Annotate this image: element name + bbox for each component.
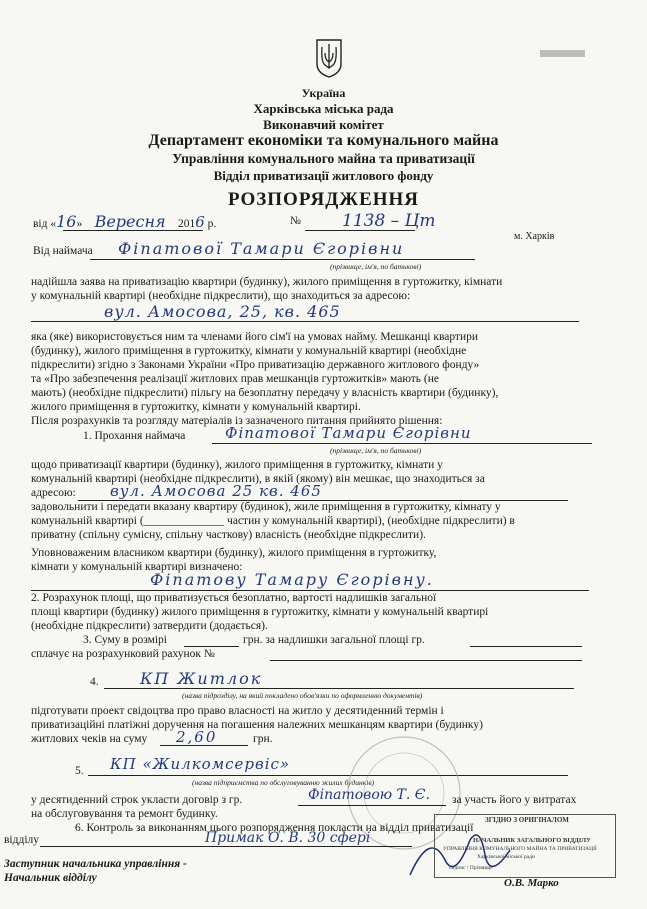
header-council: Харківська міська рада (253, 101, 394, 116)
para7-text-b: за участь його у витратах (452, 794, 577, 806)
para2-line-5: мають) (необхідне підкреслити) пільгу на безоплатну передачу у власність квартири (будинку), (31, 387, 499, 399)
item3-account-blank (270, 660, 582, 661)
item4-label: 4. (90, 676, 99, 688)
item6-underline (40, 846, 412, 847)
tenant-caption: (прізвище, ім'я, по батькові) (330, 262, 422, 271)
item1-name: Фіпатової Тамари Єгорівни (225, 424, 472, 442)
date-year-digit: 6 (195, 213, 205, 231)
para4-line-2: комунальній квартирі (______________ частин у комунальній квартирі), (необхідне підкреслити) в (31, 515, 515, 527)
item3-name-blank (470, 646, 582, 647)
item4-org: КП Житлок (140, 669, 263, 688)
date-day: 16 (56, 212, 77, 231)
header-committee: Виконавчий комітет (263, 117, 384, 132)
item3-sum-blank (184, 646, 239, 647)
para3-line-2: комунальній квартирі (необхідне підкреслити), в якій (якому) він мешкає, що знаходиться за (31, 473, 485, 485)
para4-line-1: задовольнити і передати вказану квартиру (будинок), жиле приміщення в гуртожитку, кімнату у (31, 501, 501, 513)
item3-text-a: 3. Суму в розмірі (83, 634, 167, 646)
address-underline (31, 321, 579, 322)
header-country: Україна (301, 86, 346, 100)
signer-line-2: Начальник відділу (4, 872, 97, 884)
owner-name: Фіпатову Тамару Єгорівну. (150, 570, 434, 589)
checks-underline (160, 745, 248, 746)
para4-line-4: Уповноваженим власником квартири (будинку), жилого приміщення в гуртожитку, (31, 547, 437, 559)
number-underline (305, 230, 415, 231)
checks-sum: 2,60 (176, 728, 218, 746)
date-year-prefix: 201 (177, 218, 196, 230)
item5-caption: (назва підприємства по обслуговуванню жилих будинків) (192, 778, 375, 787)
date-underline (63, 230, 203, 231)
stamp-line-5: Підпис / Прізвище (449, 865, 493, 871)
corner-mark (540, 50, 585, 57)
item4-caption: (назва підрозділу, на який покладено обов'язки по оформленню документів) (182, 691, 423, 700)
para4-line-5: кімнати у комунальній квартирі визначено: (31, 561, 243, 573)
number-label: № (290, 215, 301, 227)
address-handwritten: вул. Амосова, 25, кв. 465 (104, 302, 341, 321)
stamp-line-4: Харківської міської ради (477, 854, 535, 860)
owner-underline (31, 590, 589, 591)
date-prefix: від « (33, 218, 57, 230)
stamp-line-3: УПРАВЛІННЯ КОМУНАЛЬНОГО МАЙНА ТА ПРИВАТИЗАЦІЇ (443, 846, 597, 852)
date-sep: » (76, 218, 83, 230)
item1-caption: (прізвище, ім'я, по батькові) (330, 446, 422, 455)
stamp-line-2: НАЧАЛЬНИК ЗАГАЛЬНОГО ВІДДІЛУ (473, 837, 591, 844)
para2-line-6: жилого приміщення в гуртожитку, кімнати у комунальній квартирі. (31, 401, 361, 413)
header-division: Управління комунального майна та приватизації (172, 151, 475, 166)
item5-org: КП «Жилкомсервіс» (110, 755, 291, 773)
tenant-underline (90, 259, 475, 260)
from-tenant-label: Від наймача (33, 245, 93, 257)
certification-stamp (434, 814, 616, 878)
para3-line-1: щодо приватизації квартири (будинку), жилого приміщення в гуртожитку, кімнати у (31, 459, 443, 471)
para6-line-1: підготувати проект свідоцтва про право власності на житло у десятиденний термін і (31, 705, 444, 717)
city: м. Харків (514, 231, 555, 242)
signer-name: О.В. Марко (504, 877, 559, 889)
para6-line-2: приватизаційні платіжні доручення на погашення належних мешканцям квартири (будинку) (31, 719, 483, 731)
para2-line-7: Після розрахунків та розгляду матеріалів із зазначеного питання прийнято рішення: (31, 415, 443, 427)
trident-coat-of-arms-icon (314, 38, 344, 78)
checks-suffix: грн. (253, 733, 273, 745)
item4-underline (104, 688, 574, 689)
header-department: Департамент економіки та комунального майна (148, 132, 499, 149)
para4-line-3: приватну (спільну сумісну, спільну часткову) власність (необхідне підкреслити). (31, 529, 426, 541)
para1-line-2: у комунальній квартирі (необхідне підкреслити), що знаходиться за адресою: (31, 290, 411, 302)
para5-line-2: площі квартири (будинку) жилого приміщення в гуртожитку, кімнати у комунальній квартирі (31, 606, 489, 618)
item5-label: 5. (75, 765, 84, 777)
tenant-name: Фіпатової Тамари Єгорівни (118, 239, 405, 258)
item6-text: 6. Контроль за виконанням цього розпорядження покласти на відділ приватизації (75, 822, 474, 834)
item3-text-b: грн. за надлишки загальної площі гр. (243, 634, 425, 646)
para7-underline (298, 805, 446, 806)
para7-text-a: у десятиденний строк укласти договір з гр. (31, 794, 243, 806)
para5-line-3: (необхідне підкреслити) затвердити (додається). (31, 620, 268, 632)
date-year-suffix: р. (207, 218, 217, 230)
para2-line-2: (будинку), жилого приміщення в гуртожитку, кімнати у комунальній квартирі (необхідне (31, 345, 467, 357)
item6-handwritten: Примак О. В. 30 сфері (205, 830, 371, 846)
item5-underline (88, 775, 568, 776)
para3-line-3: адресою: (31, 487, 76, 499)
signer-line-1: Заступник начальника управління - (4, 858, 187, 870)
address-handwritten-2: вул. Амосова 25 кв. 465 (110, 482, 322, 500)
para2-line-4: та «Про забезпечення реалізації житлових прав мешканців гуртожитків» мають (не (31, 373, 439, 385)
para2-line-1: яка (яке) використовується ним та членами його сім'ї на умовах найму. Мешканці квартири (31, 331, 479, 343)
header-section: Відділ приватизації житлового фонду (213, 168, 434, 183)
para7-name: Фіпатовою Т. Є. (308, 787, 430, 803)
item1-underline (212, 443, 592, 444)
para1-line-1: надійшла заява на приватизацію квартири (будинку), жилого приміщення в гуртожитку, кімнати (31, 276, 503, 288)
item3-text-c: сплачує на розрахунковий рахунок № (31, 648, 215, 660)
item1-label: 1. Прохання наймача (83, 430, 186, 442)
item6-text-b: відділу (4, 834, 40, 846)
para2-line-3: підкреслити) згідно з Законами України «Про приватизацію державного житлового фонду» (31, 359, 480, 371)
date-month: Вересня (94, 212, 166, 231)
para5-line-1: 2. Розрахунок площі, що приватизується безоплатно, вартості надлишків загальної (31, 592, 437, 604)
checks-prefix: житлових чеків на суму (31, 733, 148, 745)
stamp-line-1: ЗГІДНО З ОРИГІНАЛОМ (485, 816, 569, 824)
para7-text-c: на обслуговування та ремонт будинку. (31, 808, 218, 820)
doc-title: РОЗПОРЯДЖЕННЯ (227, 189, 420, 210)
order-number: 1138 – Цт (342, 211, 436, 231)
